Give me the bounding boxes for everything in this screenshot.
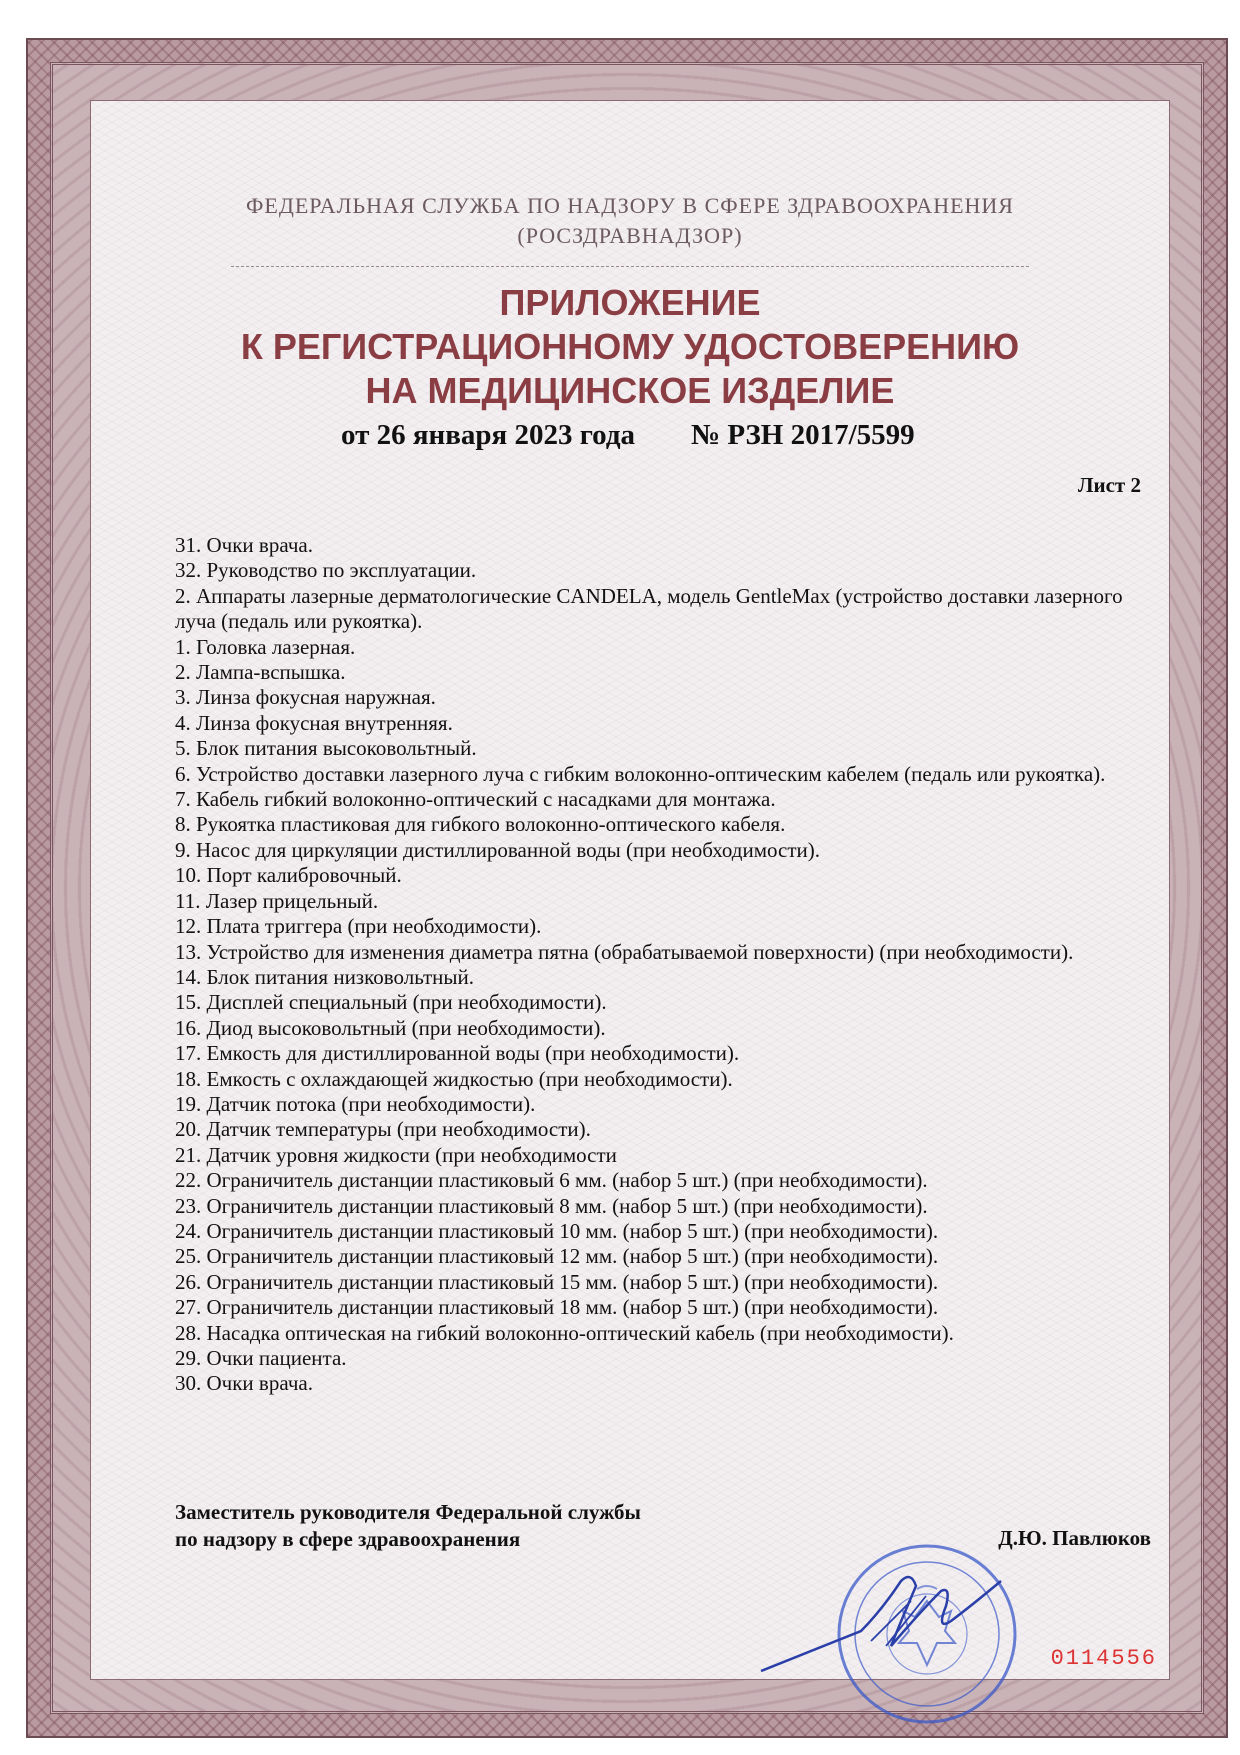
title-line-3: НА МЕДИЦИНСКОЕ ИЗДЕЛИЕ <box>365 370 895 411</box>
handwritten-signature <box>751 1551 1011 1686</box>
title-line-2: К РЕГИСТРАЦИОННОМУ УДОСТОВЕРЕНИЮ <box>240 326 1020 367</box>
list-item: 23. Ограничитель дистанции пластиковый 8 мм. (набор 5 шт.) (при необходимости). <box>175 1193 928 1218</box>
list-item: 1. Головка лазерная. <box>175 634 356 659</box>
list-item: 3. Линза фокусная наружная. <box>175 685 436 710</box>
agency-abbreviation: (РОСЗДРАВНАДЗОР) <box>517 223 743 248</box>
ornamental-border <box>26 38 1228 1738</box>
agency-header <box>91 191 1169 251</box>
list-item: 9. Насос для циркуляции дистиллированной воды (при необходимости). <box>175 837 821 862</box>
agency-name: ФЕДЕРАЛЬНАЯ СЛУЖБА ПО НАДЗОРУ В СФЕРЕ ЗДРАВООХРАНЕНИЯ <box>246 193 1014 218</box>
list-item: 24. Ограничитель дистанции пластиковый 10 мм. (набор 5 шт.) (при необходимости). <box>175 1218 939 1243</box>
list-item: 21. Датчик уровня жидкости (при необходимости <box>175 1142 617 1167</box>
list-item: 19. Датчик потока (при необходимости). <box>175 1091 536 1116</box>
list-item: 14. Блок питания низковольтный. <box>175 964 475 989</box>
list-item: 18. Емкость с охлаждающей жидкостью (при необходимости). <box>175 1066 733 1091</box>
title-line-1: ПРИЛОЖЕНИЕ <box>499 282 761 323</box>
list-item: 20. Датчик температуры (при необходимости). <box>175 1117 591 1142</box>
list-item: 8. Рукоятка пластиковая для гибкого волоконно-оптического кабеля. <box>175 812 786 837</box>
list-item: 25. Ограничитель дистанции пластиковый 12 мм. (набор 5 шт.) (при необходимости). <box>175 1244 939 1269</box>
signatory-name: Д.Ю. Павлюков <box>998 1526 1151 1550</box>
list-item: 28. Насадка оптическая на гибкий волоконно-оптический кабель (при необходимости). <box>175 1320 954 1345</box>
component-list <box>175 533 1135 1397</box>
list-item: 16. Диод высоковольтный (при необходимости). <box>175 1015 606 1040</box>
list-item: 22. Ограничитель дистанции пластиковый 6 мм. (набор 5 шт.) (при необходимости). <box>175 1168 928 1193</box>
list-item: 6. Устройство доставки лазерного луча с гибким волоконно-оптическим кабелем (педаль или рукоятка). <box>175 761 1106 786</box>
list-item: 27. Ограничитель дистанции пластиковый 18 мм. (набор 5 шт.) (при необходимости). <box>175 1295 939 1320</box>
list-item: 2. Лампа-вспышка. <box>175 660 346 685</box>
certificate-sheet <box>16 16 1234 1738</box>
list-item: 15. Дисплей специальный (при необходимости). <box>175 990 607 1015</box>
list-item: 5. Блок питания высоковольтный. <box>175 736 477 761</box>
signatory-position <box>175 1499 641 1553</box>
list-item: 29. Очки пациента. <box>175 1346 347 1370</box>
registration-number: № РЗН 2017/5599 <box>691 419 915 451</box>
list-item: 13. Устройство для изменения диаметра пятна (обрабатываемой поверхности) (при необходимости). <box>175 939 1074 964</box>
sheet-number: Лист 2 <box>1077 473 1141 497</box>
list-item: 4. Линза фокусная внутренняя. <box>175 710 453 735</box>
list-item: 31. Очки врача. <box>175 533 313 557</box>
list-item: 30. Очки врача. <box>175 1371 313 1396</box>
list-item: 26. Ограничитель дистанции пластиковый 15 мм. (набор 5 шт.) (при необходимости). <box>175 1269 939 1294</box>
list-item: 12. Плата триггера (при необходимости). <box>175 914 542 939</box>
list-item: 11. Лазер прицельный. <box>175 888 379 913</box>
list-item: 32. Руководство по эксплуатации. <box>175 558 477 583</box>
document-title <box>91 281 1169 413</box>
list-item: 2. Аппараты лазерные дерматологические CANDELA, модель GentleMax (устройство доставки лазерного луча (педаль или рукоятка). <box>175 583 1123 634</box>
list-item: 17. Емкость для дистиллированной воды (при необходимости). <box>175 1041 740 1066</box>
list-item: 10. Порт калибровочный. <box>175 863 402 888</box>
document-field <box>90 100 1170 1680</box>
list-item: 7. Кабель гибкий волоконно-оптический с насадками для монтажа. <box>175 787 776 812</box>
issue-date: от 26 января 2023 года <box>341 419 636 451</box>
signatory-position-line-1: Заместитель руководителя Федеральной службы <box>175 1500 641 1524</box>
signatory-position-line-2: по надзору в сфере здравоохранения <box>175 1527 521 1551</box>
serial-number: 0114556 <box>1050 1646 1157 1671</box>
header-divider <box>231 266 1029 267</box>
